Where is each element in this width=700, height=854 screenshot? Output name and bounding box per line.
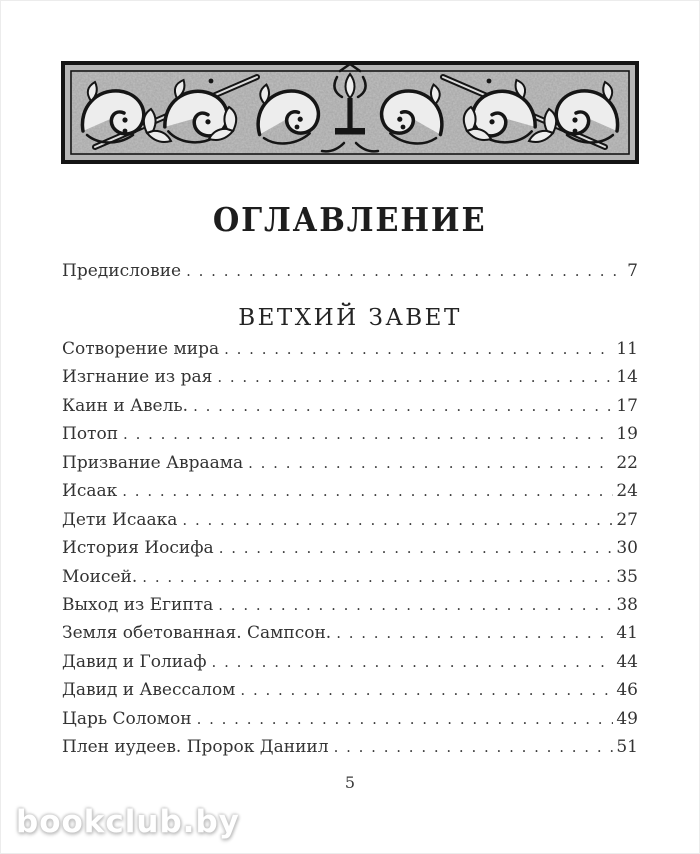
toc-entry-row <box>62 709 638 737</box>
section-heading: ВЕТХИЙ ЗАВЕТ <box>238 305 462 331</box>
toc-dot-leader <box>336 623 613 643</box>
toc-entry-row <box>62 339 638 367</box>
toc-dot-leader <box>240 680 613 700</box>
toc-entry-title: Предисловие <box>62 261 182 281</box>
toc-dot-leader <box>197 709 614 729</box>
toc-entry-title: Каин и Авель. <box>62 395 189 416</box>
toc-entry-page: 7 <box>627 261 638 281</box>
toc-entry-row <box>62 481 638 509</box>
toc-entry-title: Сотворение мира <box>62 339 220 359</box>
toc-entry-page: 27 <box>616 509 638 530</box>
toc-dot-leader <box>123 424 613 444</box>
ornament-headpiece <box>61 61 639 164</box>
toc-entry-row <box>62 396 638 424</box>
toc-entry-page: 14 <box>616 367 638 388</box>
toc-entry-row <box>62 737 638 765</box>
toc-entry-row <box>62 367 638 395</box>
toc-entry-title: Давид и Голиаф <box>62 651 207 672</box>
toc-dot-leader <box>193 396 613 416</box>
watermark: bookclub.by <box>16 804 240 840</box>
toc-entry-page: 19 <box>616 424 638 445</box>
toc-entry-row <box>62 623 638 651</box>
toc-entry-row <box>62 680 638 708</box>
toc-dot-leader <box>219 538 614 558</box>
engraved-floral-headpiece-icon <box>61 61 639 164</box>
toc-preface <box>62 261 638 289</box>
toc-entry-title: Давид и Авессалом <box>62 680 236 701</box>
toc-entry-row <box>62 538 638 566</box>
toc-entry-row <box>62 424 638 452</box>
toc-entry-page: 17 <box>616 395 638 416</box>
toc-entry-title: Призвание Авраама <box>62 452 244 473</box>
toc-dot-leader <box>142 567 613 587</box>
toc-dot-leader <box>212 652 614 672</box>
toc-entry-title: Земля обетованная. Сампсон. <box>62 623 332 644</box>
toc-entries-list <box>62 339 638 766</box>
toc-entry-title: Моисей. <box>62 566 138 587</box>
toc-entry-title: Дети Исаака <box>62 509 178 530</box>
toc-entry-title: История Иосифа <box>62 538 214 559</box>
toc-entry-title: Изгнание из рая <box>62 367 213 388</box>
toc-entry-page: 24 <box>616 481 638 502</box>
toc-entry-page: 46 <box>616 680 638 701</box>
toc-dot-leader <box>186 261 621 281</box>
folio-page-number: 5 <box>344 773 356 792</box>
toc-entry-title: Потоп <box>62 424 119 445</box>
toc-entry-row <box>62 510 638 538</box>
toc-entry-page: 11 <box>616 339 638 359</box>
toc-entry-title: Плен иудеев. Пророк Даниил <box>62 737 329 758</box>
toc-entry-page: 41 <box>616 623 638 644</box>
toc-entry-row <box>62 595 638 623</box>
toc-entry-row <box>62 567 638 595</box>
toc-dot-leader <box>248 453 613 473</box>
toc-dot-leader <box>122 481 613 501</box>
toc-entry-row <box>62 652 638 680</box>
toc-entry-title: Исаак <box>62 481 118 502</box>
toc-entry-title: Царь Соломон <box>62 708 192 729</box>
toc-entry-page: 38 <box>616 594 638 615</box>
toc-entry-page: 44 <box>616 651 638 672</box>
toc-dot-leader <box>334 737 614 757</box>
toc-entry-page: 30 <box>616 538 638 559</box>
page-title-text: ОГЛАВЛЕНИЕ <box>213 200 487 239</box>
toc-dot-leader <box>224 339 613 359</box>
toc-dot-leader <box>182 510 613 530</box>
page-title <box>0 202 700 238</box>
toc-dot-leader <box>217 367 613 387</box>
toc-entry-row <box>62 453 638 481</box>
toc-entry-page: 22 <box>616 452 638 473</box>
toc-entry-title: Выход из Египта <box>62 594 214 615</box>
toc-entry-page: 49 <box>616 708 638 729</box>
toc-entry-page: 51 <box>616 737 638 758</box>
toc-entry-row <box>62 261 638 289</box>
toc-entry-page: 35 <box>616 566 638 587</box>
toc-dot-leader <box>218 595 613 615</box>
